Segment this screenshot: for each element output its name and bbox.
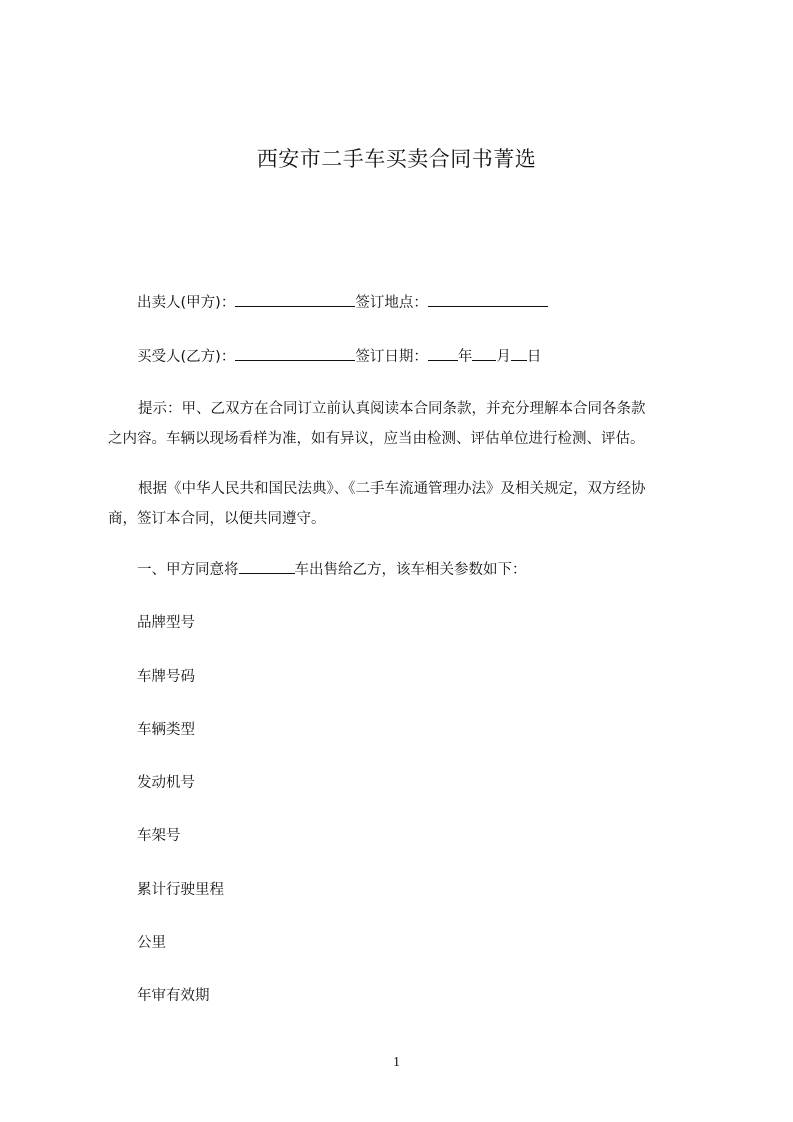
buyer-row <box>137 345 541 366</box>
notice-line-2: 之内容。车辆以现场看样为准，如有异议，应当由检测、评估单位进行检测、评估。 <box>108 431 645 447</box>
notice-line-1: 提示：甲、乙双方在合同订立前认真阅读本合同条款，并充分理解本合同各条款 <box>138 401 646 417</box>
seller-blank <box>235 292 355 307</box>
day-label: 日 <box>526 349 542 365</box>
basis-line-1: 根据《中华人民共和国民法典》、《二手车流通管理办法》及相关规定，双方经协 <box>138 481 646 497</box>
sign-place-label: 签订地点： <box>355 295 428 311</box>
clause-1-suffix: 车出售给乙方，该车相关参数如下： <box>294 562 527 578</box>
field-plate-number: 车牌号码 <box>137 669 195 685</box>
day-blank <box>511 346 527 361</box>
month-blank <box>472 346 496 361</box>
year-label: 年 <box>457 349 473 365</box>
field-mileage: 累计行驶里程 <box>137 882 224 898</box>
basis-line-2: 商，签订本合同，以便共同遵守。 <box>108 511 326 527</box>
field-vehicle-type: 车辆类型 <box>137 722 195 738</box>
month-label: 月 <box>496 349 511 365</box>
basis-paragraph <box>108 474 708 534</box>
field-kilometers: 公里 <box>137 935 166 951</box>
buyer-blank <box>235 346 355 361</box>
field-brand-model: 品牌型号 <box>137 615 195 631</box>
field-frame-number: 车架号 <box>137 828 181 844</box>
field-inspection-validity: 年审有效期 <box>137 988 210 1004</box>
clause-1-prefix: 一、甲方同意将 <box>137 562 239 578</box>
seller-label: 出卖人(甲方)： <box>137 295 236 311</box>
year-blank <box>428 346 458 361</box>
vehicle-blank <box>239 559 295 574</box>
sign-place-blank <box>428 292 548 307</box>
field-engine-number: 发动机号 <box>137 775 195 791</box>
sign-date-label: 签订日期： <box>355 349 428 365</box>
seller-row <box>137 291 548 312</box>
notice-paragraph <box>108 394 708 454</box>
page-number: 1 <box>393 1055 400 1070</box>
page-title: 西安市二手车买卖合同书菁选 <box>256 147 537 171</box>
clause-1 <box>137 558 527 579</box>
buyer-label: 买受人(乙方)： <box>137 349 236 365</box>
